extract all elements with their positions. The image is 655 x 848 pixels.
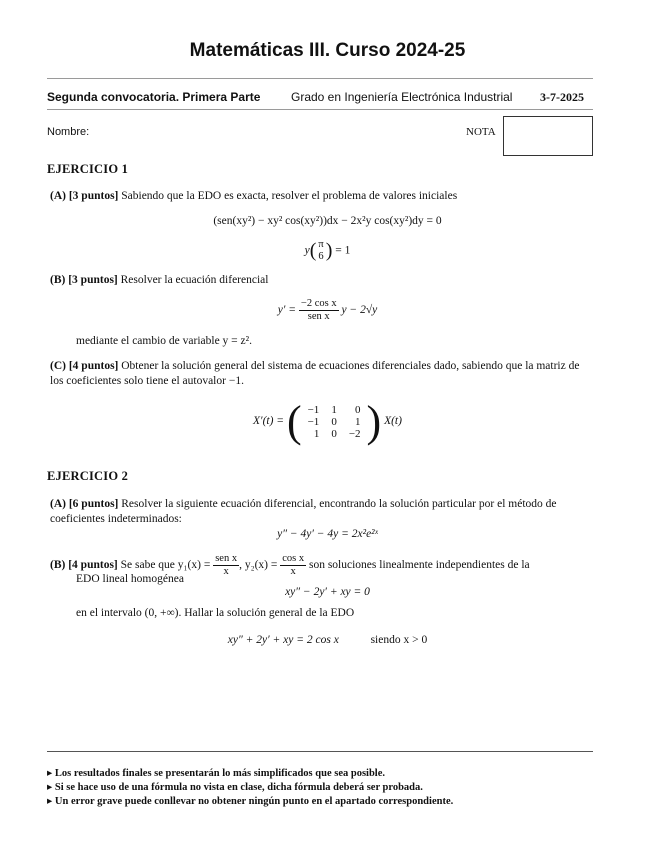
ej1-a-initial-condition: y( π 6 ) = 1 (304, 239, 351, 262)
ej2-b-eq2-cond: siendo x > 0 (370, 634, 428, 646)
matrix-cell: 1 (331, 403, 337, 416)
ej1-b-equation (0, 298, 655, 323)
ej1-a-points: [3 puntos] (68, 190, 119, 202)
ej1-b-change-of-variable: mediante el cambio de variable y = z². (76, 335, 252, 347)
ej2-b-homogeneous-eq (0, 586, 655, 598)
ej1-a-equation: (sen(xy²) − xy² cos(xy²))dx − 2x²y cos(xy²)dy = 0 (213, 215, 442, 227)
ej2-a-equation (0, 528, 655, 540)
ej1-b-points: [3 puntos] (68, 274, 118, 286)
page-title: Matemáticas III. Curso 2024-25 (189, 40, 466, 61)
ej1-c-statement (50, 359, 595, 389)
ej2-b-text-pre: Se sabe que y₁(x) = (120, 559, 211, 572)
nombre-label: Nombre: (47, 126, 90, 138)
nota-box (503, 116, 593, 156)
footer-divider (47, 751, 593, 752)
ej2-a-text: Resolver la siguiente ecuación diferencial, encontrando la solución particular por el método de coeficientes indeterminados: (50, 498, 557, 525)
nota-label: NOTA (466, 126, 496, 138)
matrix-cell: −1 (307, 415, 320, 428)
ej1-b-eq-num: −2 cos x (300, 298, 337, 309)
matrix-cell: 0 (331, 415, 337, 428)
ej2-b-eq2: xy″ + 2y′ + xy = 2 cos x (227, 634, 339, 646)
ej1-b-eq-den: sen x (307, 311, 330, 322)
ej1-c-rhs: X(t) (384, 415, 402, 428)
ej2-b-tag: (B) (50, 559, 66, 572)
ej1-c-points: [4 puntos] (68, 360, 119, 372)
ej2-a-tag: (A) (50, 498, 66, 510)
ej1-a-tag: (A) (50, 190, 66, 202)
matrix-cell: 1 (313, 427, 320, 440)
ej1-a-statement (50, 189, 457, 204)
matrix-cell: 0 (331, 427, 337, 440)
ej2-b-f1-den: x (223, 566, 229, 577)
header-divider (47, 109, 593, 110)
footer-note-2: ▸ Si se hace uso de una fórmula no vista en clase, dicha fórmula deberá ser probada. (47, 782, 423, 793)
ej1-c-system: X′(t) = ( −1 1 0 −1 0 1 1 0 −2 ) X(t) (253, 397, 402, 446)
footer-note-1: ▸ Los resultados finales se presentarán lo más simplificados que sea posible. (47, 768, 385, 779)
ej2-b-f2-num: cos x (282, 553, 305, 564)
ej2-a-statement (50, 497, 595, 527)
ej1-a-ic-num: π (318, 239, 324, 250)
ej2-b-nonhomogeneous-eq (0, 634, 655, 646)
header-convocatoria: Segunda convocatoria. Primera Parte (47, 90, 261, 104)
ej1-b-text: Resolver la ecuación diferencial (120, 274, 269, 286)
ej2-b-eq1: xy″ − 2y′ + xy = 0 (285, 586, 370, 598)
ejercicio-1-heading: EJERCICIO 1 (47, 162, 129, 176)
title-divider (47, 78, 593, 79)
ej2-b-f1-num: sen x (215, 553, 238, 564)
ej2-b-text-post: son soluciones linealmente independientes de la (308, 559, 530, 572)
ejercicio-2-heading: EJERCICIO 2 (47, 469, 129, 483)
ej2-b-points: [4 puntos] (68, 559, 118, 572)
matrix-cell: 1 (355, 415, 361, 428)
ej2-b-text-mid: , y₂(x) = (239, 559, 278, 572)
ej1-b-statement (50, 273, 268, 288)
footer-note-3: ▸ Un error grave puede conllevar no obtener ningún punto en el apartado correspondiente. (47, 796, 454, 807)
ej1-b-eq-lhs: y′ = (277, 304, 297, 317)
matrix-cell: 0 (355, 403, 361, 416)
matrix-cell: −2 (348, 427, 361, 440)
ej2-b-after: en el intervalo (0, +∞). Hallar la solución general de la EDO (76, 607, 355, 619)
ej1-a-ic-rhs: = 1 (335, 244, 351, 257)
ej1-a-ic-lhs: y (304, 244, 310, 257)
ej2-a-eq: y″ − 4y′ − 4y = 2x²e²ˣ (277, 528, 378, 540)
header-date: 3-7-2025 (540, 90, 584, 104)
ej1-a-text: Sabiendo que la EDO es exacta, resolver el problema de valores iniciales (121, 190, 458, 202)
ej2-a-points: [6 puntos] (68, 498, 119, 510)
ej1-c-lhs: X′(t) = (253, 415, 285, 428)
ej2-b-text-line2: EDO lineal homogénea (76, 573, 184, 585)
ej2-b-f2-den: x (290, 566, 296, 577)
ej1-b-tag: (B) (50, 274, 66, 286)
ej1-a-ic-den: 6 (318, 251, 324, 262)
ej1-c-tag: (C) (50, 360, 66, 372)
matrix-cell: −1 (307, 403, 320, 416)
header-degree: Grado en Ingeniería Electrónica Industrial (291, 90, 513, 104)
ej1-c-text: Obtener la solución general del sistema de ecuaciones diferenciales dado, sabiendo que la matriz de los coeficientes solo tiene el autovalor −1. (50, 360, 580, 387)
ej1-c-matrix (302, 404, 367, 440)
ej1-b-eq-rhs: y − 2√y (341, 304, 378, 317)
